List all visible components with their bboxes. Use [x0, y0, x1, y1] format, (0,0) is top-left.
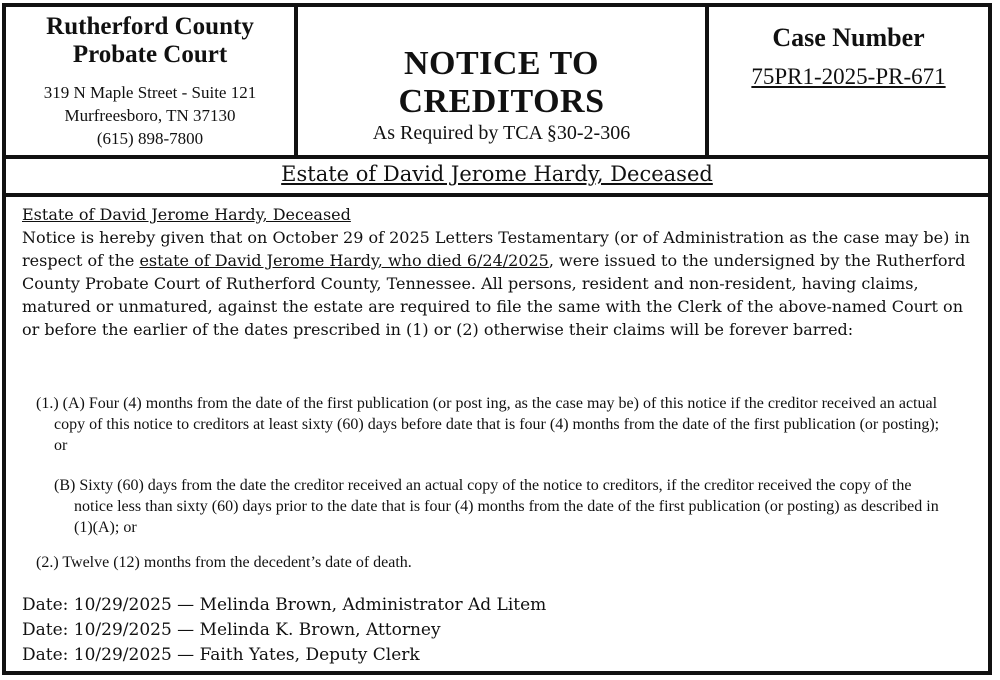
court-address-city: Murfreesboro, TN 37130: [64, 106, 236, 125]
notice-title: NOTICE TO CREDITORS: [398, 45, 605, 120]
list-item-1a-prefix: (1.) (A): [36, 395, 89, 412]
body-estate-line: Estate of David Jerome Hardy, Deceased: [22, 205, 351, 224]
court-info-cell: [6, 7, 298, 155]
body-paragraph-part2: , were issued to the undersigned by the Rutherford County Probate Court of Rutherford County, Tennessee. All persons, resident and non-resident, having claims, matured or unmatured, against the estate are required to file the same with the Clerk of the above-named Court on or before the earlier of the dates prescribed in (1) or (2) otherwise their claims will be forever barred:: [22, 251, 966, 339]
court-address: [6, 81, 294, 150]
case-number-label: Case Number: [772, 23, 925, 52]
body-paragraph-estate-link: estate of David Jerome Hardy, who died 6/24/2025: [139, 251, 549, 270]
body-paragraph: [22, 226, 976, 341]
body-paragraph-part1: Notice is hereby given that on October 29 of 2025 Letters Testamentary (or of Administration as the case may be) in respect of the: [22, 228, 970, 270]
notice-header: [6, 7, 988, 159]
signature-block: [22, 593, 546, 668]
court-name: [6, 13, 294, 69]
court-address-street: 319 N Maple Street - Suite 121: [43, 83, 257, 102]
signature-line: Date: 10/29/2025 — Melinda Brown, Administrator Ad Litem: [22, 595, 547, 615]
signature-line: Date: 10/29/2025 — Faith Yates, Deputy Clerk: [22, 645, 420, 665]
notice-subtitle: As Required by TCA §30-2-306: [372, 122, 631, 144]
estate-title: Estate of David Jerome Hardy, Deceased: [281, 162, 713, 186]
notice-title-cell: [298, 7, 709, 155]
list-item-1b-prefix: (B): [54, 477, 80, 494]
court-phone: (615) 898-7800: [96, 129, 204, 148]
list-item-1b: [54, 475, 948, 538]
list-item-1a: [36, 393, 948, 456]
list-item-1a-text: Four (4) months from the date of the first publication (or post ing, as the case may be) of this notice if the creditor received an actual copy of this notice to creditors at least sixty (60) days before date that is four (4) months from the date of the first publication (or posting); or: [54, 395, 940, 454]
notice-body: [22, 203, 976, 341]
signature-line: Date: 10/29/2025 — Melinda K. Brown, Attorney: [22, 620, 441, 640]
case-number-value: 75PR1-2025-PR-671: [751, 64, 946, 89]
list-item-2: (2.) Twelve (12) months from the decedent’s date of death.: [36, 554, 412, 571]
notice-frame: [2, 3, 992, 675]
list-item-1b-text: Sixty (60) days from the date the creditor received an actual copy of the notice to creditors, if the creditor received the copy of the notice less than sixty (60) days prior to the date that is four (4) months from the date of the first publication (or posting) as described in (1)(A); or: [74, 477, 939, 536]
estate-title-bar: [6, 155, 988, 197]
court-name-line1: Rutherford County: [46, 13, 254, 40]
court-name-line2: Probate Court: [72, 41, 228, 68]
case-number-cell: [709, 7, 988, 155]
